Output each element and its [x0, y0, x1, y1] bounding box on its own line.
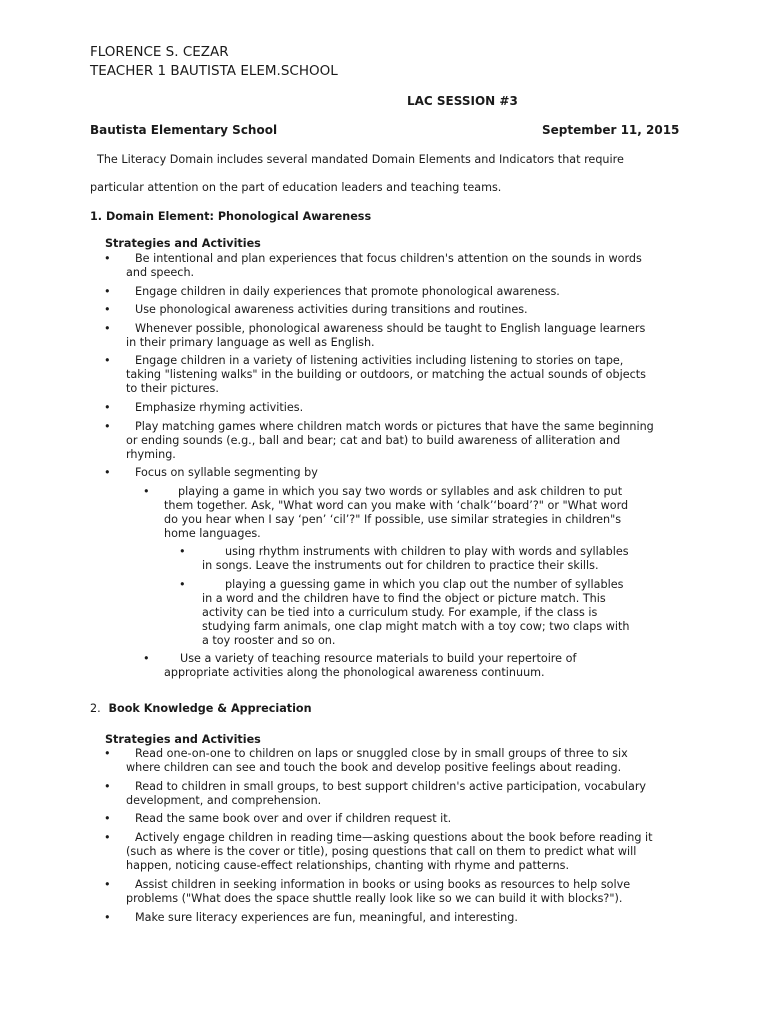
section-2-item-line: where children can see and touch the book and develop positive feelings about reading. — [126, 761, 622, 774]
section-1-item-line: Engage children in a variety of listening activities including listening to stories on tape, — [135, 354, 624, 367]
section-1-item-line: Whenever possible, phonological awareness should be taught to English language learners — [135, 322, 646, 335]
section-1-item-line: in their primary language as well as English. — [126, 336, 375, 349]
section-1-subsubitem-line: studying farm animals, one clap might match with a toy cow; two claps with — [202, 620, 630, 633]
section-1-subitem-line: home languages. — [164, 527, 261, 540]
section-1-subsubitem-line: in songs. Leave the instruments out for children to practice their skills. — [202, 559, 599, 572]
section-1-subitem-line: do you hear when I say ‘pen’ ‘cil’?" If possible, use similar strategies in children"s — [164, 513, 622, 526]
bullet-icon: • — [104, 285, 111, 298]
document-date: September 11, 2015 — [542, 123, 680, 137]
section-1-subsubitem-line: activity can be tied into a curriculum study. For example, if the class is — [202, 606, 598, 619]
bullet-icon: • — [104, 420, 111, 433]
section-1-subitem-line: Use a variety of teaching resource materials to build your repertoire of — [180, 652, 577, 665]
bullet-icon: • — [104, 322, 111, 335]
section-1-number: 1. — [90, 210, 103, 223]
bullet-icon: • — [104, 252, 111, 265]
section-2-item-line: (such as where is the cover or title), posing questions that call on them to predict what will — [126, 845, 637, 858]
section-2-item-line: development, and comprehension. — [126, 794, 322, 807]
section-1-subheading: Strategies and Activities — [105, 237, 261, 250]
section-1-item-line: Focus on syllable segmenting by — [135, 466, 318, 479]
bullet-icon: • — [143, 652, 150, 665]
section-1-item-line: rhyming. — [126, 448, 176, 461]
section-1-item-line: Engage children in daily experiences that promote phonological awareness. — [135, 285, 560, 298]
section-2-item-line: problems ("What does the space shuttle really look like so we can build it with blocks?"). — [126, 892, 623, 905]
section-2-item-line: Read the same book over and over if children request it. — [135, 812, 452, 825]
section-1-subitem-line: them together. Ask, "What word can you make with ‘chalk’‘board’?" or "What word — [164, 499, 629, 512]
bullet-icon: • — [179, 578, 186, 591]
author-position: TEACHER 1 BAUTISTA ELEM.SCHOOL — [90, 63, 338, 79]
section-2-heading — [90, 702, 312, 716]
section-1-subsubitem-line: in a word and the children have to find the object or picture match. This — [202, 592, 606, 605]
section-1-subsubitem-line: a toy rooster and so on. — [202, 634, 336, 647]
intro-line-1: The Literacy Domain includes several mandated Domain Elements and Indicators that require — [97, 153, 624, 166]
section-1-item-line: or ending sounds (e.g., ball and bear; cat and bat) to build awareness of alliteration and — [126, 434, 621, 447]
section-2-item-line: Read to children in small groups, to best support children's active participation, vocabulary — [135, 780, 647, 793]
school-name: Bautista Elementary School — [90, 123, 278, 137]
intro-line-2: particular attention on the part of education leaders and teaching teams. — [90, 181, 502, 194]
section-1-item-line: and speech. — [126, 266, 195, 279]
bullet-icon: • — [104, 831, 111, 844]
section-2-number: 2. — [90, 702, 101, 715]
section-1-item-line: Be intentional and plan experiences that focus children's attention on the sounds in words — [135, 252, 642, 265]
section-1-item-line: Emphasize rhyming activities. — [135, 401, 304, 414]
section-1-subitem-line: appropriate activities along the phonological awareness continuum. — [164, 666, 545, 679]
bullet-icon: • — [104, 747, 111, 760]
section-2-item-line: Actively engage children in reading time—asking questions about the book before reading it — [135, 831, 653, 844]
section-2-item-line: Assist children in seeking information in books or using books as resources to help solve — [135, 878, 631, 891]
bullet-icon: • — [104, 780, 111, 793]
section-1-title: Domain Element: Phonological Awareness — [105, 210, 372, 223]
section-2-title: Book Knowledge & Appreciation — [108, 702, 312, 715]
bullet-icon: • — [104, 466, 111, 479]
bullet-icon: • — [104, 911, 111, 924]
bullet-icon: • — [179, 545, 186, 558]
section-2-item-line: happen, noticing cause-effect relationships, chanting with rhyme and patterns. — [126, 859, 570, 872]
section-2-item-line: Make sure literacy experiences are fun, meaningful, and interesting. — [135, 911, 518, 924]
section-1-item-line: taking "listening walks" in the building or outdoors, or matching the actual sounds of objects — [126, 368, 646, 381]
section-2-item-line: Read one-on-one to children on laps or snuggled close by in small groups of three to six — [135, 747, 628, 760]
section-1-subsubitem-line: using rhythm instruments with children to play with words and syllables — [225, 545, 629, 558]
section-1-subsubitem-line: playing a guessing game in which you clap out the number of syllables — [225, 578, 624, 591]
author-name: FLORENCE S. CEZAR — [90, 44, 229, 60]
section-1-item-line: to their pictures. — [126, 382, 219, 395]
bullet-icon: • — [143, 485, 150, 498]
session-title: LAC SESSION #3 — [407, 94, 518, 108]
bullet-icon: • — [104, 401, 111, 414]
bullet-icon: • — [104, 354, 111, 367]
section-2-subheading: Strategies and Activities — [105, 733, 261, 746]
bullet-icon: • — [104, 812, 111, 825]
bullet-icon: • — [104, 878, 111, 891]
section-1-item-line: Use phonological awareness activities during transitions and routines. — [135, 303, 528, 316]
section-1-item-line: Play matching games where children match words or pictures that have the same beginning — [135, 420, 654, 433]
bullet-icon: • — [104, 303, 111, 316]
section-1-subitem-line: playing a game in which you say two words or syllables and ask children to put — [178, 485, 623, 498]
section-1-heading — [90, 210, 371, 224]
